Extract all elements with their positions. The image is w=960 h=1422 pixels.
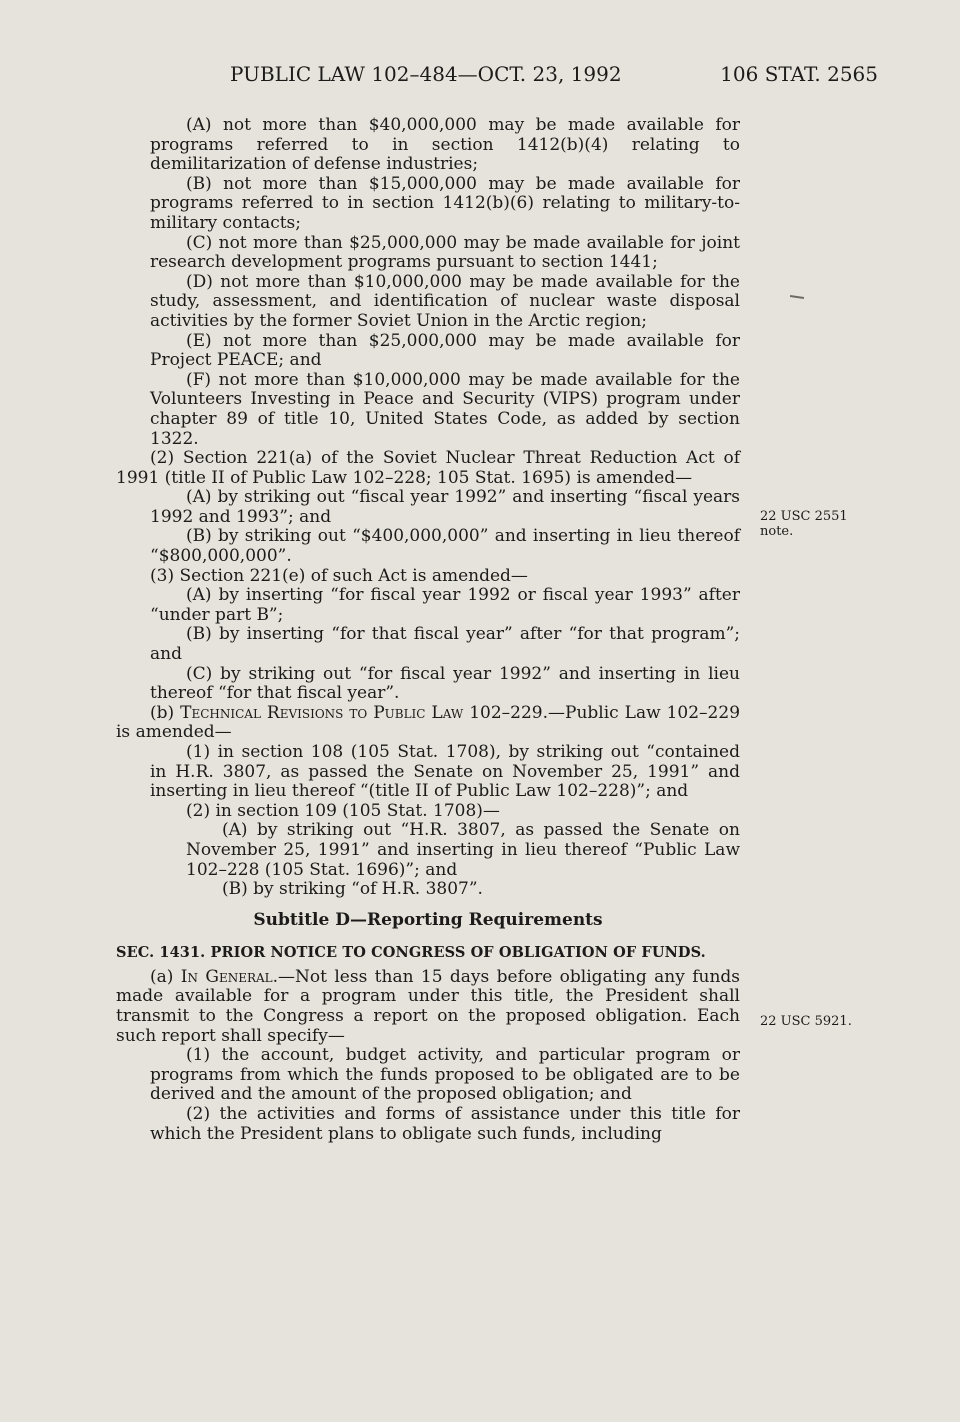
paragraph-2b-hr-3807 [222,880,740,900]
paragraph-b-military-contacts: (B) not more than $15,000,000 may be made available for programs referred to in section 1412(b)(6) relating to military-to-military contacts; [150,173,740,233]
subsection-a-text: —Not less than 15 days before obligating any funds made available for a program under this title, the President shall transmit to the Congress a report on the proposed obligation. Each such report shall specify— [116,966,740,1046]
margin-note-note: note. [760,524,794,539]
paragraph-1-section-108: (1) in section 108 (105 Stat. 1708), by striking out “contained in H.R. 3807, as passed the Senate on November 25, 1991” and inserting in lieu thereof “(title II of Public Law 102–228)”; and [150,742,740,802]
paragraph-c-joint-research: (C) not more than $25,000,000 may be made available for joint research development programs pursuant to section 1441; [150,232,740,273]
running-head-title: PUBLIC LAW 102–484—OCT. 23, 1992 [230,62,622,86]
paragraph-3b-inserting: (B) by inserting “for that fiscal year” after “for that program”; and [150,624,740,665]
paragraph-2a-hr-3807: (A) by striking out “H.R. 3807, as passed the Senate on November 25, 1991” and inserting in lieu thereof “Public Law 102–228 (105 Stat. 1696)”; and [186,820,740,880]
subtitle-heading: Subtitle D—Reporting Requirements [253,909,603,930]
paragraph-3a-inserting: (A) by inserting “for fiscal year 1992 or fiscal year 1993” after “under part B”; [150,585,740,625]
section-heading: SEC. 1431. PRIOR NOTICE TO CONGRESS OF OBLIGATION OF FUNDS. [116,943,706,961]
body-text [116,116,740,1144]
running-head [230,62,878,92]
margin-note-22-usc-5921: 22 USC 5921. [760,1014,852,1029]
paragraph-a-in-general [116,968,740,1046]
paragraph-3-section-221e: (3) Section 221(e) of such Act is amended— [150,565,528,586]
paragraph-d-nuclear-waste: (D) not more than $10,000,000 may be made available for the study, assessment, and identification of nuclear waste disposal activities by the former Soviet Union in the Arctic region; [150,271,740,331]
paragraph-2a-fiscal-years: (A) by striking out “fiscal year 1992” and inserting “fiscal years 1992 and 1993”; and [150,487,740,527]
paragraph-a-demilitarization: (A) not more than $40,000,000 may be made available for programs referred to in section 1412(b)(4) relating to demilitarization of defense industries; [150,115,740,175]
paragraph-b-technical-revisions [116,704,740,743]
subsection-a-label: (a) [150,966,174,987]
paragraph-2b-hr-3807-text: (B) by striking “of H.R. 3807”. [222,879,483,900]
subsection-label: (b) [150,702,175,723]
paragraph-2b-amount: (B) by striking out “$400,000,000” and inserting in lieu thereof “$800,000,000”. [150,526,740,567]
paragraph-2-section-221a: (2) Section 221(a) of the Soviet Nuclear Threat Reduction Act of 1991 (title II of Public Law 102–228; 105 Stat. 1695) is amended— [116,448,740,488]
paragraph-f-vips-program: (F) not more than $10,000,000 may be made available for the Volunteers Investing in Peace and Security (VIPS) program under chapter 89 of title 10, United States Code, as added by section 1322. [150,369,740,449]
subsection-a-heading: In General. [180,966,279,987]
paragraph-1-account: (1) the account, budget activity, and particular program or programs from which the funds proposed to be obligated are to be derived and the amount of the proposed obligation; and [150,1045,740,1105]
paragraph-e-project-peace: (E) not more than $25,000,000 may be made available for Project PEACE; and [150,330,740,371]
subsection-text: —Public Law 102–229 is amended— [116,702,741,743]
margin-note-22-usc-2551 [760,509,848,539]
stray-pen-mark [790,295,804,299]
subsection-heading: Technical Revisions to Public Law 102–229. [180,702,549,723]
paragraph-2-activities: (2) the activities and forms of assistance under this title for which the President plans to obligate such funds, including [150,1103,740,1144]
paragraph-2-section-109: (2) in section 109 (105 Stat. 1708)— [186,800,500,821]
paragraph-3c-striking: (C) by striking out “for fiscal year 1992” and inserting in lieu thereof “for that fiscal year”. [150,663,740,704]
running-head-stat-page: 106 STAT. 2565 [720,62,878,86]
margin-note-citation: 22 USC 2551 [760,509,848,524]
